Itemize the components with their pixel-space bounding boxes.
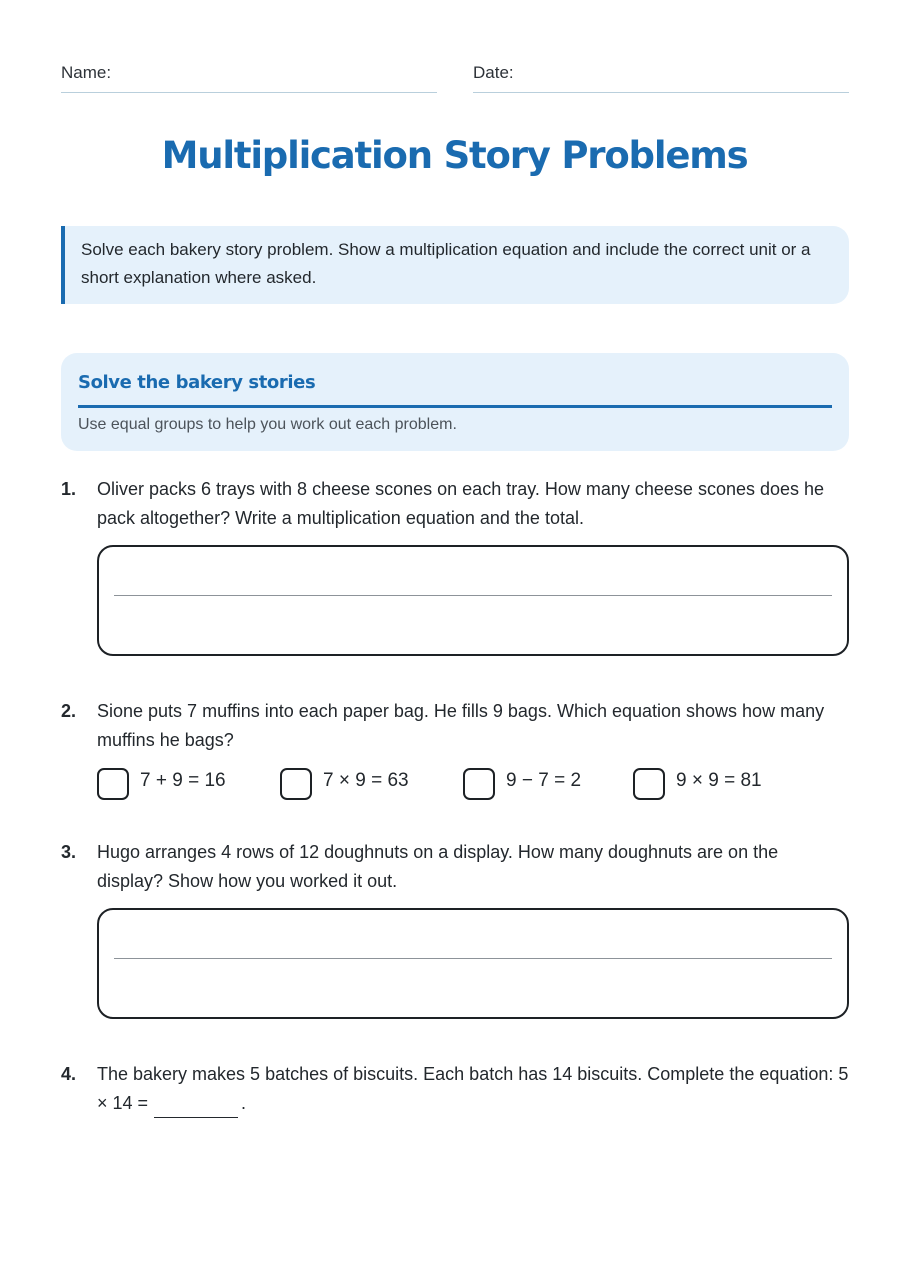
name-field[interactable]	[61, 62, 437, 93]
question-number: 3.	[61, 842, 77, 862]
question-1	[61, 475, 849, 533]
question-text	[97, 1060, 849, 1118]
answer-box-3[interactable]	[97, 908, 849, 1019]
question-text-after: .	[241, 1093, 247, 1113]
question-2	[61, 697, 849, 755]
section-title: Solve the bakery stories	[78, 372, 316, 393]
question-number: 2.	[61, 701, 77, 721]
date-field[interactable]	[473, 62, 849, 93]
date-label: Date:	[473, 63, 514, 82]
question-3	[61, 838, 849, 896]
checkbox[interactable]	[97, 768, 129, 800]
instructions-panel	[61, 226, 849, 304]
checkbox[interactable]	[463, 768, 495, 800]
question-number: 1.	[61, 479, 77, 499]
option-label: 9 − 7 = 2	[506, 770, 582, 791]
question-number: 4.	[61, 1064, 77, 1084]
section-divider	[78, 405, 832, 408]
option-label: 7 + 9 = 16	[140, 770, 226, 791]
question-text: Hugo arranges 4 rows of 12 doughnuts on a display. How many doughnuts are on the display? Show how you worked it out.	[97, 842, 779, 891]
checkbox[interactable]	[280, 768, 312, 800]
section-subtitle: Use equal groups to help you work out each problem.	[78, 416, 457, 433]
option-label: 9 × 9 = 81	[676, 770, 762, 791]
section-header	[61, 353, 849, 451]
fill-in-blank[interactable]	[154, 1095, 238, 1118]
question-text-before: The bakery makes 5 batches of biscuits. Each batch has 14 biscuits. Complete the equation: 5 × 14 =	[97, 1064, 849, 1113]
checkbox[interactable]	[633, 768, 665, 800]
instructions-text: Solve each bakery story problem. Show a multiplication equation and include the correct unit or a short explanation where asked.	[81, 240, 811, 287]
name-label: Name:	[61, 63, 112, 82]
name-date-row	[61, 62, 849, 92]
answer-box-1[interactable]	[97, 545, 849, 656]
page-title: Multiplication Story Problems	[161, 134, 748, 177]
option-label: 7 × 9 = 63	[323, 770, 409, 791]
question-4	[61, 1060, 849, 1118]
answer-line	[114, 958, 832, 959]
answer-line	[114, 595, 832, 596]
question-text: Sione puts 7 muffins into each paper bag. He fills 9 bags. Which equation shows how many muffins he bags?	[97, 701, 825, 750]
question-text: Oliver packs 6 trays with 8 cheese scones on each tray. How many cheese scones does he pack altogether? Write a multiplication equation and the total.	[97, 479, 825, 528]
